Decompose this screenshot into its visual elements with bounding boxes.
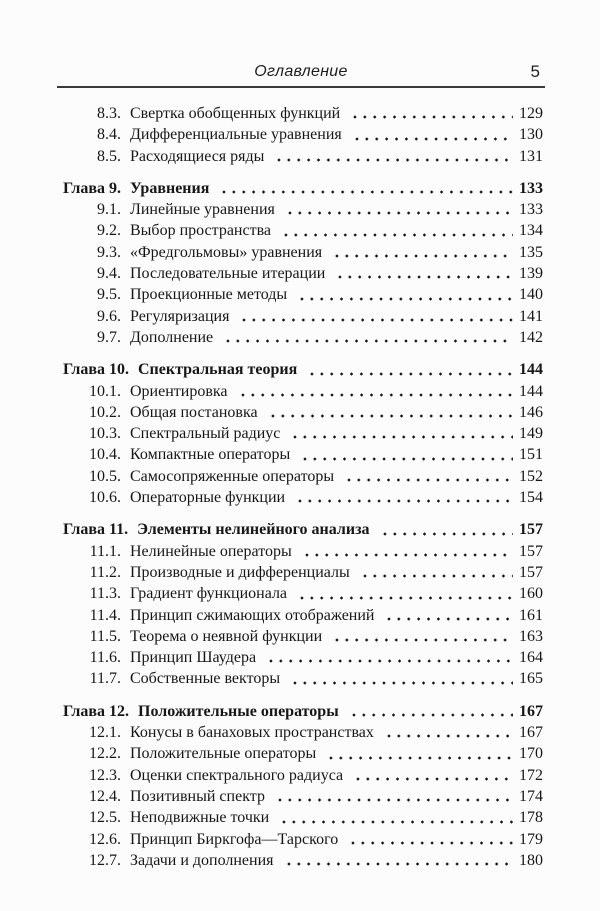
entry-title: Выбор пространства (130, 222, 272, 240)
entry-page-number: 178 (519, 809, 543, 827)
toc-entry-row (63, 381, 543, 402)
toc-entry-row (63, 583, 543, 604)
dot-leader (330, 242, 513, 263)
dot-leader (283, 199, 513, 220)
chapter-page-number: 133 (519, 179, 543, 197)
entry-page-number: 164 (519, 649, 543, 667)
toc-entry-row (63, 444, 543, 465)
entry-page-number: 167 (519, 724, 543, 742)
entry-title: Положительные операторы (130, 745, 317, 763)
entry-title: Принцип Биркгофа—Тарского (130, 830, 339, 848)
chapter-label: Глава 10. (63, 361, 129, 379)
entry-number: 11.4. (89, 606, 121, 624)
entry-page-number: 134 (519, 222, 543, 240)
entry-number: 10.6. (89, 489, 121, 507)
entry-title: Конусы в банаховых пространствах (130, 724, 374, 742)
entry-title: «Фредгольмовы» уравнения (130, 243, 323, 261)
entry-page-number: 139 (519, 265, 543, 283)
entry-page-number: 144 (519, 382, 543, 400)
entry-page-number: 140 (519, 286, 543, 304)
toc-entry-row (63, 423, 543, 444)
toc-entry-row (63, 220, 543, 241)
entry-number: 12.6. (89, 830, 121, 848)
toc-entry-row (63, 466, 543, 487)
header-title: Оглавление (254, 63, 348, 80)
dot-leader (221, 327, 513, 348)
entry-title: Спектральный радиус (130, 425, 281, 443)
toc-entry-row (63, 807, 543, 828)
toc-chapter-row (63, 701, 543, 722)
entry-page-number: 154 (519, 489, 543, 507)
entry-title: Ориентировка (130, 382, 228, 400)
chapter-title: Положительные операторы (138, 702, 339, 720)
entry-number: 12.3. (89, 766, 121, 784)
entry-page-number: 129 (519, 105, 543, 122)
entry-page-number: 141 (519, 307, 543, 325)
entry-title: Оценки спектрального радиуса (130, 766, 344, 784)
entry-number: 12.2. (89, 745, 121, 763)
entry-number: 11.1. (89, 542, 121, 560)
chapter-page-number: 144 (519, 361, 543, 379)
entry-title: Градиент функционала (130, 585, 288, 603)
dot-leader (236, 381, 513, 402)
toc-entry-row (63, 327, 543, 348)
dot-leader (298, 444, 513, 465)
dot-leader (348, 103, 513, 124)
toc-entry-row (63, 124, 543, 145)
entry-number: 10.1. (89, 382, 121, 400)
toc-entry-row (63, 765, 543, 786)
chapter-title: Элементы нелинейного анализа (137, 521, 370, 539)
toc-entry-row (63, 668, 543, 689)
entry-number: 12.7. (89, 851, 121, 869)
entry-page-number: 163 (519, 627, 543, 645)
dot-leader (350, 124, 513, 145)
entry-page-number: 151 (519, 446, 543, 464)
dot-leader (378, 519, 513, 540)
dot-leader (217, 178, 513, 199)
toc-entry-row (63, 284, 543, 305)
toc-entry-row (63, 242, 543, 263)
entry-title: Самосопряженные операторы (130, 467, 335, 485)
dot-leader (295, 284, 513, 305)
dot-leader (382, 605, 513, 626)
entry-title: Линейные уравнения (130, 201, 275, 219)
entry-title: Нелинейные операторы (130, 542, 292, 560)
entry-page-number: 135 (519, 243, 543, 261)
dot-leader (288, 668, 513, 689)
dot-leader (300, 541, 513, 562)
entry-title: Последовательные итерации (130, 265, 326, 283)
toc-entry-row (63, 146, 543, 167)
entry-page-number: 180 (519, 851, 543, 869)
dot-leader (333, 263, 513, 284)
toc-entry-row (63, 487, 543, 508)
toc-entry-row (63, 562, 543, 583)
entry-number: 11.7. (89, 670, 121, 688)
entry-number: 8.3. (97, 105, 121, 122)
entry-title: Производные и дифференциалы (130, 563, 350, 581)
entry-page-number: 130 (519, 126, 543, 144)
entry-number: 9.3. (97, 243, 121, 261)
toc-entry-row (63, 103, 543, 124)
dot-leader (293, 487, 513, 508)
entry-page-number: 133 (519, 201, 543, 219)
entry-page-number: 157 (519, 542, 543, 560)
toc-entry-row (63, 263, 543, 284)
entry-number: 9.6. (97, 307, 121, 325)
chapter-label: Глава 12. (63, 702, 129, 720)
table-of-contents (63, 103, 543, 871)
dot-leader (272, 146, 513, 167)
chapter-page-number: 167 (519, 702, 543, 720)
chapter-label: Глава 9. (63, 179, 121, 197)
entry-title: Операторные функции (130, 489, 286, 507)
chapter-title: Уравнения (130, 179, 210, 197)
entry-title: Проекционные методы (130, 286, 288, 304)
entry-number: 10.4. (89, 446, 121, 464)
toc-entry-row (63, 850, 543, 871)
chapter-page-number: 157 (519, 521, 543, 539)
toc-chapter-row (63, 178, 543, 199)
entry-title: Неподвижные точки (130, 809, 270, 827)
entry-title: Дифференциальные уравнения (130, 126, 342, 144)
dot-leader (351, 765, 513, 786)
entry-title: Собственные векторы (130, 670, 281, 688)
dot-leader (295, 583, 513, 604)
toc-entry-row (63, 306, 543, 327)
dot-leader (273, 786, 513, 807)
toc-entry-row (63, 541, 543, 562)
entry-page-number: 170 (519, 745, 543, 763)
toc-entry-row (63, 743, 543, 764)
entry-number: 9.7. (97, 328, 121, 346)
entry-title: Регуляризация (130, 307, 230, 325)
entry-number: 11.3. (89, 585, 121, 603)
entry-page-number: 160 (519, 585, 543, 603)
toc-entry-row (63, 722, 543, 743)
entry-title: Компактные операторы (130, 446, 291, 464)
dot-leader (330, 626, 513, 647)
entry-number: 12.5. (89, 809, 121, 827)
entry-number: 11.2. (89, 563, 121, 581)
entry-page-number: 157 (519, 563, 543, 581)
entry-number: 8.4. (97, 126, 121, 144)
toc-entry-row (63, 626, 543, 647)
entry-page-number: 152 (519, 467, 543, 485)
entry-page-number: 149 (519, 425, 543, 443)
dot-leader (264, 647, 513, 668)
entry-title: Позитивный спектр (130, 787, 265, 805)
dot-leader (382, 722, 513, 743)
dot-leader (282, 850, 513, 871)
dot-leader (288, 423, 513, 444)
entry-number: 10.5. (89, 467, 121, 485)
dot-leader (347, 701, 513, 722)
entry-title: Общая постановка (130, 403, 258, 421)
entry-page-number: 165 (519, 670, 543, 688)
entry-page-number: 131 (519, 147, 543, 165)
entry-number: 10.3. (89, 425, 121, 443)
entry-page-number: 174 (519, 787, 543, 805)
dot-leader (277, 807, 513, 828)
dot-leader (279, 220, 513, 241)
dot-leader (346, 829, 513, 850)
entry-title: Расходящиеся ряды (130, 147, 265, 165)
dot-leader (237, 306, 513, 327)
entry-page-number: 179 (519, 830, 543, 848)
entry-number: 11.5. (89, 627, 121, 645)
dot-leader (305, 359, 513, 380)
entry-title: Принцип сжимающих отображений (130, 606, 375, 624)
toc-entry-row (63, 605, 543, 626)
entry-page-number: 146 (519, 403, 543, 421)
entry-number: 9.1. (97, 201, 121, 219)
entry-number: 11.6. (89, 649, 121, 667)
toc-entry-row (63, 829, 543, 850)
entry-page-number: 172 (519, 766, 543, 784)
entry-number: 12.4. (89, 787, 121, 805)
entry-number: 9.4. (97, 265, 121, 283)
entry-title: Задачи и дополнения (130, 851, 274, 869)
entry-title: Теорема о неявной функции (130, 627, 323, 645)
entry-number: 8.5. (97, 147, 121, 165)
toc-entry-row (63, 786, 543, 807)
toc-chapter-row (63, 519, 543, 540)
entry-number: 9.2. (97, 222, 121, 240)
entry-number: 10.2. (89, 403, 121, 421)
toc-entry-row (63, 199, 543, 220)
entry-page-number: 142 (519, 328, 543, 346)
entry-number: 12.1. (89, 724, 121, 742)
entry-page-number: 161 (519, 606, 543, 624)
chapter-title: Спектральная теория (138, 361, 298, 379)
dot-leader (266, 402, 513, 423)
entry-title: Дополнение (130, 328, 214, 346)
dot-leader (358, 562, 513, 583)
toc-entry-row (63, 647, 543, 668)
entry-title: Свертка обобщенных функций (130, 105, 341, 122)
page-header (57, 62, 545, 88)
entry-number: 9.5. (97, 286, 121, 304)
toc-chapter-row (63, 359, 543, 380)
chapter-label: Глава 11. (63, 521, 129, 539)
toc-entry-row (63, 402, 543, 423)
header-page-number: 5 (530, 62, 540, 81)
dot-leader (342, 466, 513, 487)
dot-leader (324, 743, 513, 764)
entry-title: Принцип Шаудера (130, 649, 257, 667)
